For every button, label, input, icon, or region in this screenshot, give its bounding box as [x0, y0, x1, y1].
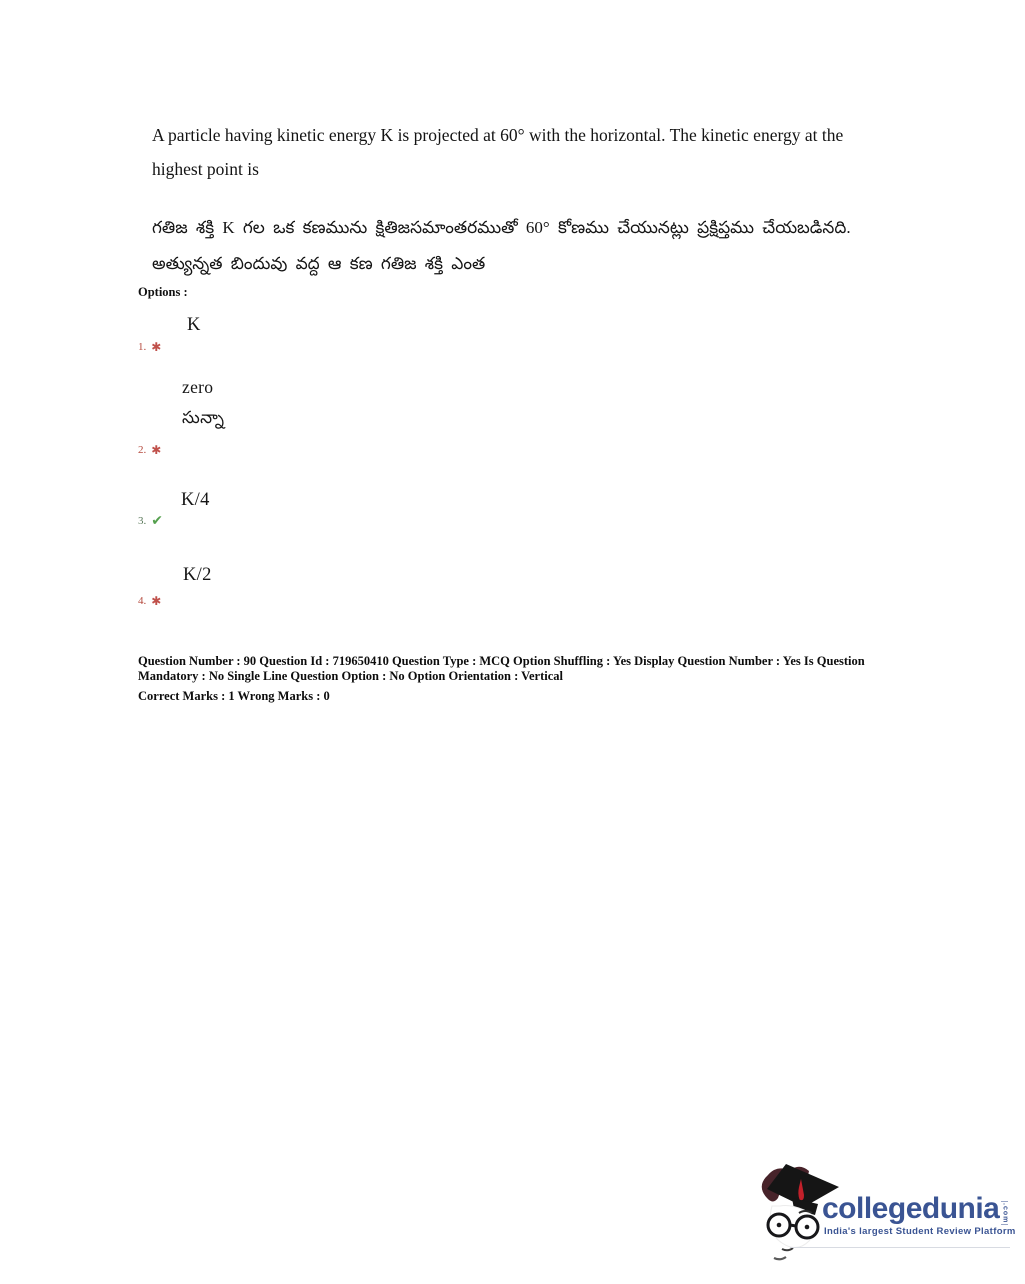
question-text-telugu: గతిజ శక్తి K గల ఒక కణమును క్షితిజసమాంతరముతో 60° కోణము చేయునట్లు ప్రక్షిప్తము చేయబడినది. అత్యున్నత బిందువు వద్ద ఆ కణ గతిజ శక్తి ఎంత	[152, 218, 851, 273]
option-1-text: K	[187, 315, 201, 335]
brand-text: collegedunia	[822, 1192, 1000, 1225]
correct-answer-icon: ✔	[151, 513, 163, 529]
option-4-text: K/2	[183, 565, 212, 585]
option-2-text-telugu: సున్నా	[182, 408, 225, 427]
option-4-number: 4.	[138, 595, 147, 607]
option-2-marker	[138, 444, 161, 456]
brand-tagline: India's largest Student Review Platform	[824, 1226, 1016, 1237]
wrong-answer-icon: ✱	[151, 443, 162, 457]
option-2-number: 2.	[138, 444, 147, 456]
option-1-number: 1.	[138, 341, 147, 353]
wrong-answer-icon: ✱	[151, 340, 162, 354]
brand-row	[822, 1194, 1008, 1225]
marks-info: Correct Marks : 1 Wrong Marks : 0	[138, 689, 330, 703]
option-1-marker	[138, 341, 161, 353]
brand-suffix: .com	[1001, 1203, 1009, 1224]
option-3-text: K/4	[181, 490, 210, 510]
option-2-text: zero	[182, 377, 214, 397]
option-3-marker	[138, 514, 163, 528]
option-3-number: 3.	[138, 515, 147, 527]
question-text-english: A particle having kinetic energy K is projected at 60° with the horizontal. The kinetic energy at the highest point is	[152, 125, 844, 179]
collegedunia-logo	[752, 1162, 1014, 1262]
question-metadata: Question Number : 90 Question Id : 719650410 Question Type : MCQ Option Shuffling : Yes Display Question Number : Yes Is Question Mandatory : No Single Line Question Option : No Option Orientation : Vertical	[138, 654, 865, 683]
options-heading: Options :	[138, 285, 188, 299]
wrong-answer-icon: ✱	[151, 594, 162, 608]
footer-divider	[790, 1247, 1010, 1248]
option-4-marker	[138, 595, 161, 607]
